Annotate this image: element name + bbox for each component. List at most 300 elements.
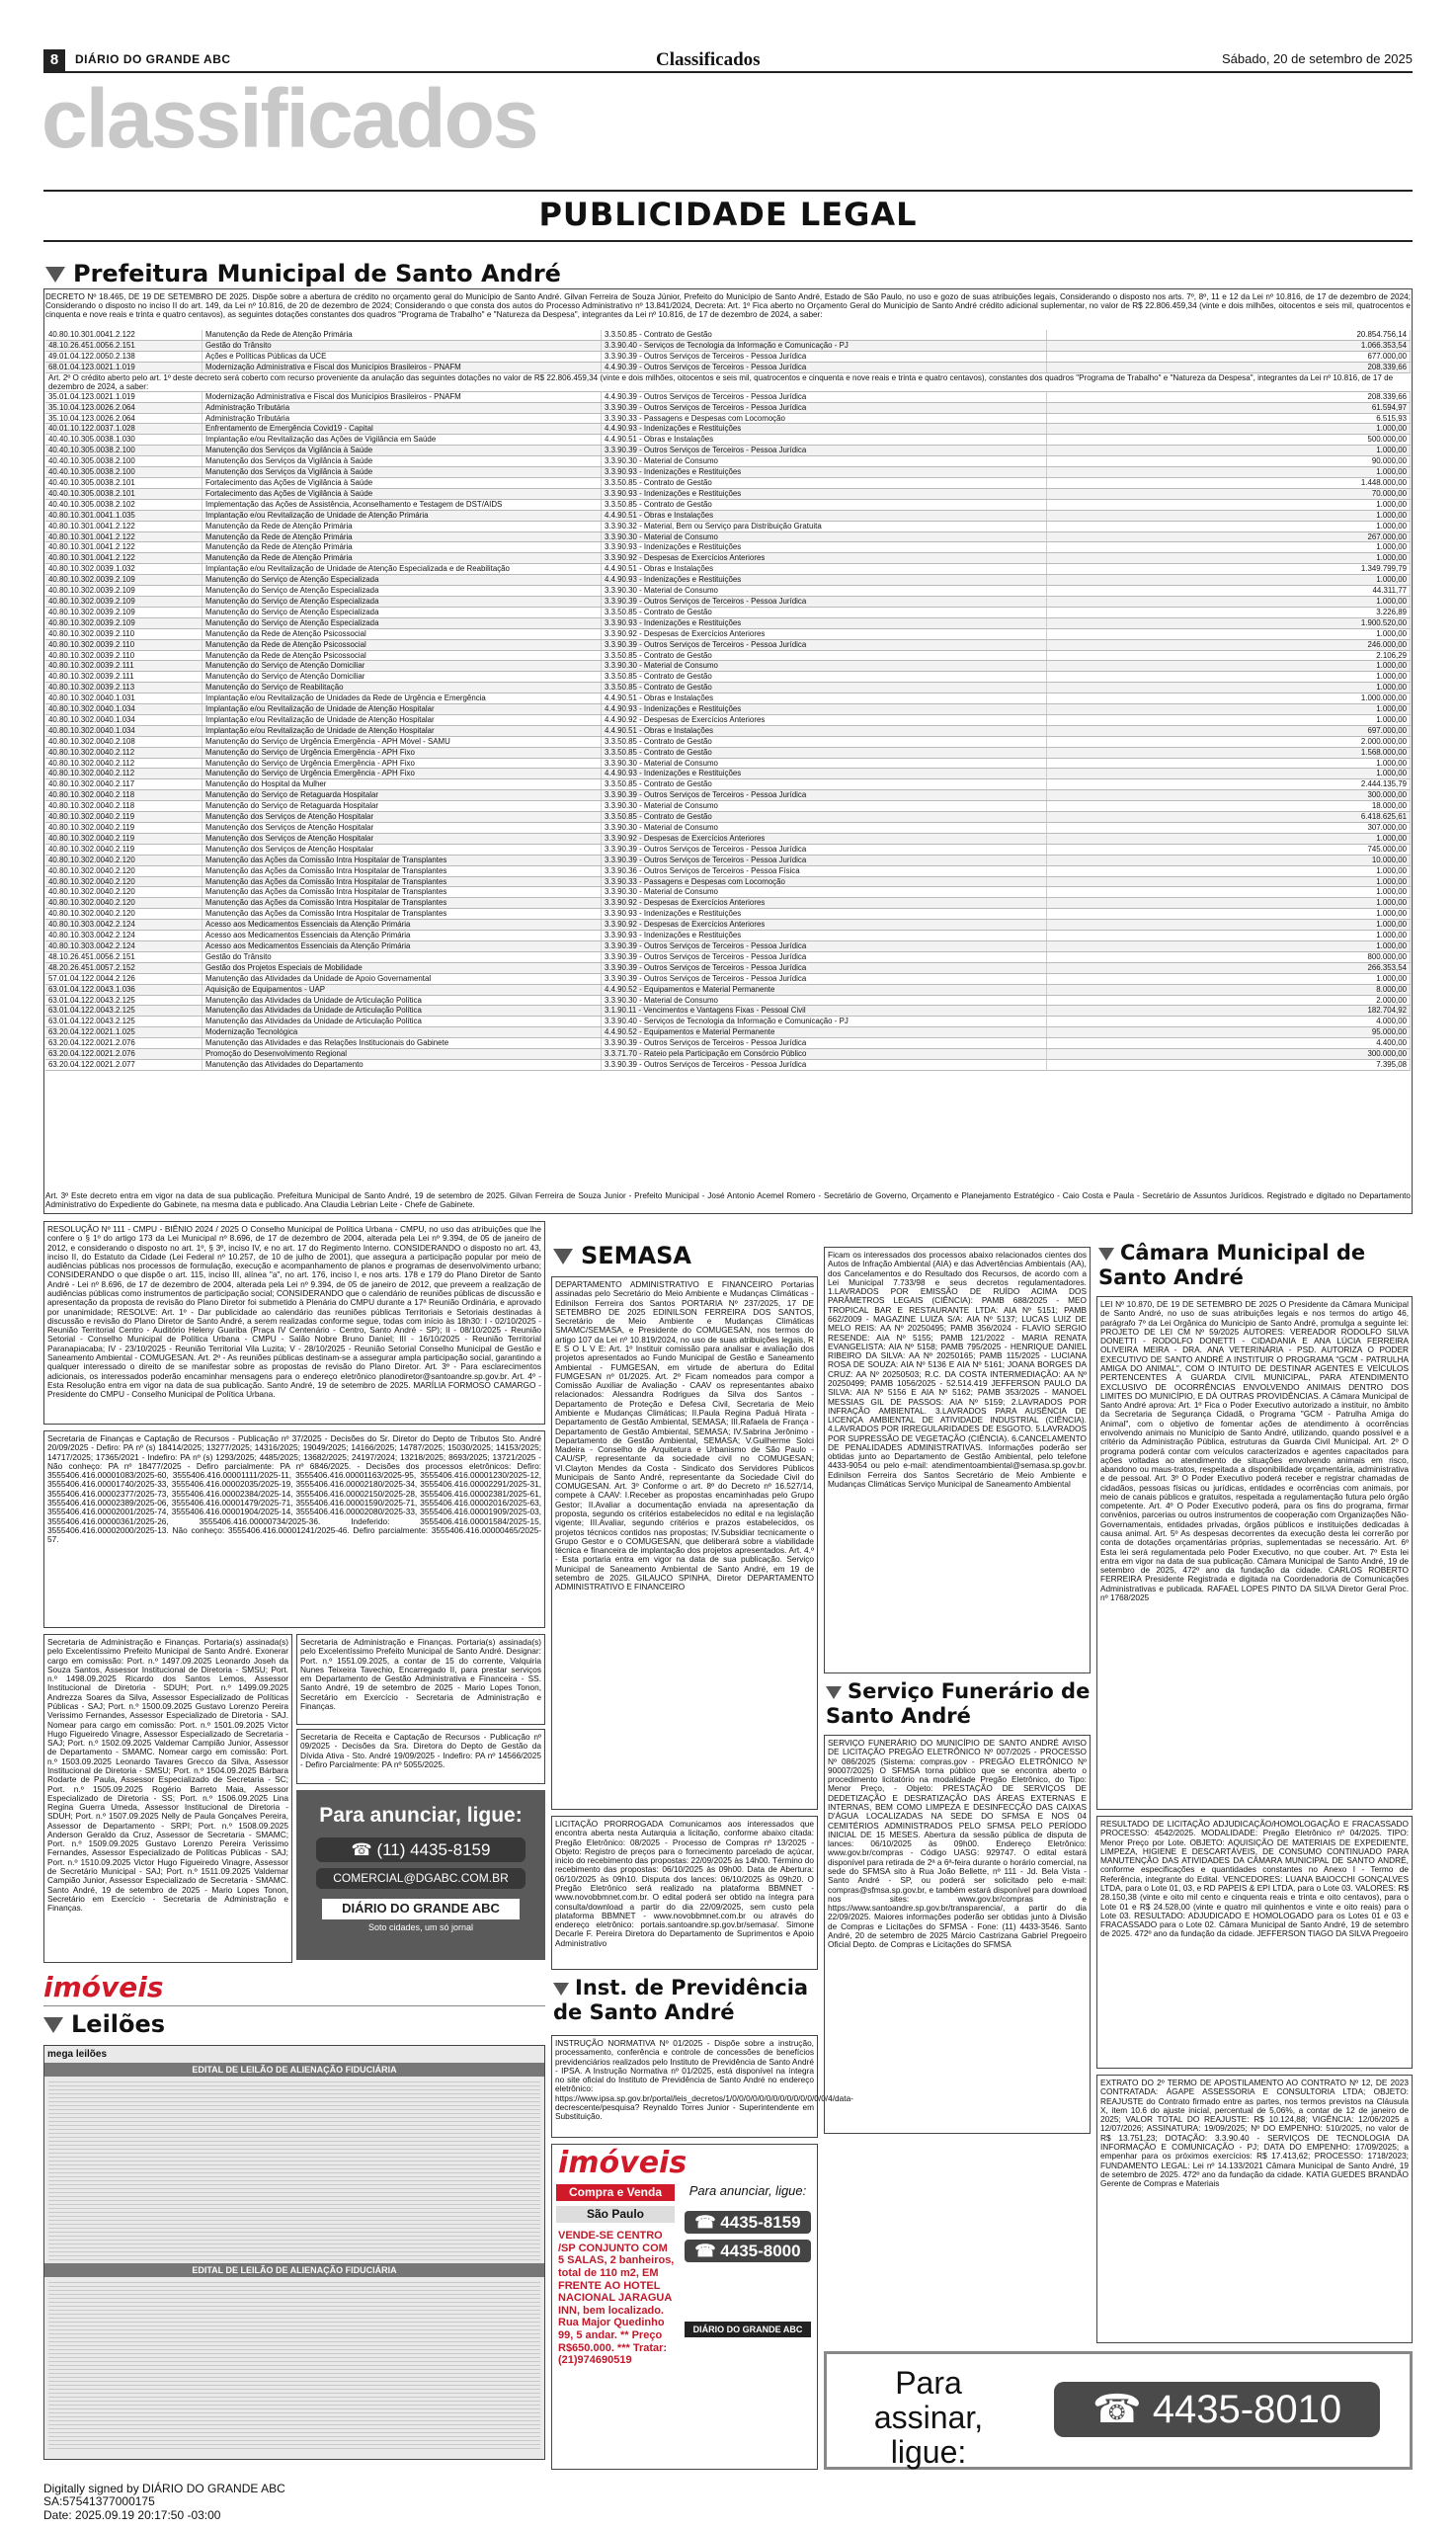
valor: 745.000,00 (1047, 844, 1411, 855)
dotacao-code: 40.80.10.302.0040.2.108 (45, 736, 202, 747)
valor: 1.568.000,00 (1047, 747, 1411, 758)
natureza-despesa: 3.3.90.93 - Indenizações e Restituições (602, 931, 1047, 941)
dotacao-desc: Manutenção da Rede de Atenção Psicossocial (202, 650, 602, 661)
dotacao-code: 40.80.10.302.0040.2.120 (45, 887, 202, 898)
dotacao-code: 40.80.10.302.0039.2.113 (45, 683, 202, 693)
imoveis-ad-brand: DIÁRIO DO GRANDE ABC (685, 2322, 811, 2337)
dotacao-code: 40.80.10.302.0040.2.118 (45, 790, 202, 801)
dotacao-code: 40.80.10.302.0039.2.111 (45, 661, 202, 672)
dotacao-desc: Manutenção dos Serviços de Atenção Hospitalar (202, 833, 602, 844)
semasa-portaria (551, 1276, 818, 1810)
dotacao-code: 40.80.10.302.0039.2.109 (45, 596, 202, 607)
dotacoes-table (45, 330, 1411, 1071)
valor: 1.000,00 (1047, 909, 1411, 920)
dotacao-code: 40.80.10.302.0040.2.117 (45, 779, 202, 790)
dotacao-code: 40.80.10.302.0039.2.110 (45, 628, 202, 639)
dotacao-code: 40.40.10.305.0038.2.100 (45, 456, 202, 467)
dotacao-desc: Manutenção das Atividades do Departamento (202, 1059, 602, 1070)
ipsa-heading-text: Inst. de Previdência de Santo André (553, 1976, 809, 2025)
valor: 677.000,00 (1047, 351, 1411, 362)
table-row (45, 1049, 1411, 1060)
natureza-despesa: 3.3.50.85 - Contrato de Gestão (602, 812, 1047, 823)
dotacao-code: 40.80.10.303.0042.2.124 (45, 931, 202, 941)
dotacao-code: 40.80.10.301.0041.2.122 (45, 531, 202, 542)
valor: 61.594,97 (1047, 402, 1411, 413)
valor: 1.448.000,00 (1047, 478, 1411, 489)
table-row (45, 995, 1411, 1006)
portaria-designar-text: Secretaria de Administração e Finanças. Portaria(s) assinada(s) pelo Excelentíssimo Prefeito Municipal de Santo André. Designar: Port. n.º 1551.09.2025, a contar de 15 do corrente, Valquiria Nunes Teixeira Tavechio, Encarregado II, para prestar serviços em Departamento de Gestão Administrativa e Financeira - SS. Santo André, 19 de setembro de 2025 - Mario Lopes Tonon, Secretário em Exercício - Secretaria de Administração e Finanças. (300, 1637, 541, 1711)
valor: 44.311,77 (1047, 586, 1411, 597)
dotacao-desc: Manutenção das Ações da Comissão Intra Hospitalar de Transplantes (202, 855, 602, 865)
semasa-licitacao-text: LICITAÇÃO PRORROGADA Comunicamos aos interessados que encontra aberta nesta Autarquia a licitação, conforme abaixo citada: Pregão Eletrônico: 08/2025 - Processo de Compras nº 13/2025 - Objeto: Registro de preços para o fornecimento parcelado de açúcar, inicio do recebimento das propostas: 22/09/2025 às 14h00. Término do recebimento das propostas: 06/10/2025 às 09h00. Data de Abertura: 06/10/2025 às 09h10. Disputa dos lances: 06/10/2025 às 09h20. O Pregão Eletrônico será realizado na plataforma BBMNET - www.novobbmnet.com.br. O edital poderá ser obtido na íntegra para consulta/download a partir do dia 22/09/2025, sem custo pela plataforma BBMNET - www.novobbmnet.com.br ou através do endereço eletrônico: portais.santoandre.sp.gov.br/semasa/. Simone Decarle F. Pereira Diretora do Departamento de Suprimentos e Apoio Administrativo (555, 1819, 814, 1948)
dotacao-code: 40.80.10.302.0040.2.112 (45, 758, 202, 769)
table-row (45, 446, 1411, 456)
table-row (45, 1006, 1411, 1017)
dotacao-desc: Aquisição de Equipamentos - UAP (202, 984, 602, 995)
dotacao-desc: Modernização Administrativa e Fiscal dos Municípios Brasileiros - PNAFM (202, 362, 602, 372)
divider (43, 240, 1413, 242)
resolucao-text: RESOLUÇÃO Nº 111 - CMPU - BIÊNIO 2024 / 2025 O Conselho Municipal de Política Urbana - CMPU, no uso das atribuições que lhe confere o § 1º do artigo 173 da Lei Municipal nº 8.696, de 17 de dezembro de 2004, alterada pela Lei nº 9.394, de 05 de janeiro de 2012, e considerando o disposto no art. 1º, § 3º, inciso IV, e no art. 17 do Regimento Interno. CONSIDERANDO o disposto no art. 43, inciso II, do Estatuto da Cidade (Lei Federal nº 10.257, de 10 de julho de 2001), que assegura a participação popular por meio de audiências públicas nos processos de formulação, execução e acompanhamento de planos e programas de desenvolvimento urbano; CONSIDERANDO o que dispõe o art. 115, inciso III, alínea "a", no art. 176, inciso I, e nos arts. 178 e 179 do Plano Diretor de Santo André - Lei nº 8.696, de 17 de dezembro de 2004, alterada pela Lei nº 9.394, de 05 de janeiro de 2012, que preveem a realização de audiências públicas como instrumentos de participação social; CONSIDERANDO que o calendário de reuniões públicas de discussão e apresentação da proposta de revisão do Plano Diretor foi submetido à Plenária do CMPU durante a 17ª Reunião Ordinária, e aprovado por unanimidade; RESOLVE: Art. 1º - Dar publicidade ao calendário das reuniões públicas Territoriais e Setoriais destinadas à discussão e revisão do Plano Diretor de Santo André, a serem realizadas conforme segue, todas com início às 18h30: I - 02/10/2025 - Reunião Territorial Centro - Auditório Heleny Guariba (Praça IV Centenário - Centro, Santo André - SP); II - 08/10/2025 - Reunião Setorial - Conselho Municipal de Política Urbana - CMPU - Salão Nobre Bruno Daniel; III - 16/10/2025 - Reunião Territorial Paranapiacaba; IV - 23/10/2025 - Reunião Territorial Vila Luzita; V - 28/10/2025 - Reunião Setorial Conselho Municipal de Gestão e Saneamento Ambiental - COMUGESAN. Art. 2º - As reuniões públicas destinam-se a assegurar ampla participação social, garantindo a qualquer interessado o direito de se manifestar sobre as propostas de revisão do Plano Diretor. Art. 3º - Para esclarecimentos adicionais, os interessados poderão encaminhar mensagens para o endereço eletrônico planodiretor@santoandre.sp.gov.br. Art. 4º - Esta Resolução entra em vigor na data de sua publicação. Santo André, 19 de setembro de 2025. MARÍLIA FORMOSO CAMARGO - Presidente do CMPU - Conselho Municipal de Política Urbana. (47, 1224, 541, 1400)
triangle-icon (553, 1983, 569, 1996)
valor: 1.000,00 (1047, 628, 1411, 639)
dotacao-desc: Manutenção das Ações da Comissão Intra Hospitalar de Transplantes (202, 887, 602, 898)
natureza-despesa: 3.3.90.32 - Material, Bem ou Serviço para Distribuição Gratuita (602, 521, 1047, 531)
table-row (45, 973, 1411, 984)
dotacao-code: 40.80.10.302.0040.2.120 (45, 876, 202, 887)
valor: 10.000,00 (1047, 855, 1411, 865)
dotacao-desc: Acesso aos Medicamentos Essenciais da Atenção Primária (202, 920, 602, 931)
funerario-heading (826, 1679, 1092, 1729)
table-row (45, 488, 1411, 499)
natureza-despesa: 3.3.90.39 - Outros Serviços de Terceiros - Pessoa Jurídica (602, 855, 1047, 865)
dotacao-desc: Implantação e/ou Revitalização de Unidade de Atenção Hospitalar (202, 725, 602, 736)
valor: 1.000,00 (1047, 758, 1411, 769)
table-row (45, 865, 1411, 876)
dotacao-code: 40.80.10.302.0040.2.112 (45, 747, 202, 758)
valor: 1.000,00 (1047, 672, 1411, 683)
natureza-despesa: 3.3.50.85 - Contrato de Gestão (602, 607, 1047, 617)
natureza-despesa: 3.3.90.30 - Material de Consumo (602, 456, 1047, 467)
imoveis-listing-text: VENDE-SE CENTRO /SP CONJUNTO COM 5 SALAS, 2 banheiros, total de 110 m2, EM FRENTE AO HOTEL NACIONAL JARAGUA INN, bem localizado. Rua Major Quedinho 99, 5 andar. ** Preço R$650.000. *** Tratar: (21)974690519 (558, 2230, 675, 2367)
resolucao-cmpu (43, 1221, 545, 1425)
valor: 1.000,00 (1047, 596, 1411, 607)
dotacao-desc: Manutenção da Rede de Atenção Psicossocial (202, 628, 602, 639)
natureza-despesa: 3.3.90.40 - Serviços de Tecnologia da Informação e Comunicação - PJ (602, 1017, 1047, 1027)
valor: 307.000,00 (1047, 823, 1411, 834)
dotacao-code: 40.80.10.302.0040.2.119 (45, 812, 202, 823)
table-row (45, 844, 1411, 855)
dotacao-desc: Implementação das Ações de Assistência, Aconselhamento e Testagem de DST/AIDS (202, 499, 602, 510)
table-row (45, 1027, 1411, 1038)
dotacao-code: 35.10.04.123.0026.2.064 (45, 413, 202, 424)
table-row (45, 351, 1411, 362)
natureza-despesa: 3.3.90.39 - Outros Serviços de Terceiros - Pessoa Jurídica (602, 446, 1047, 456)
natureza-despesa: 3.3.71.70 - Rateio pela Participação em Consórcio Público (602, 1049, 1047, 1060)
secretaria-financas-text: Secretaria de Finanças e Captação de Recursos - Publicação nº 37/2025 - Decisões do Sr. Diretor do Depto de Tributos Sto. André 20/09/2025 - Defiro: PA nº (s) 18414/2025; 13277/2025; 14316/2025; 19049/2025; 14166/2025; 14787/2025; 15030/2025; 14153/2025; 14717/2025; 17365/2021 - Indefiro: PA nº (s) 1293/2025; 4485/2025; 13682/2025; 24197/2024; 13218/2025; 8693/2025; 13721/2025 - Não conheço: PA nº 18477/2025 - Defiro parcialmente: PA nº 6846/2025. - Decisões dos processos eletrônicos: Defiro: 3555406.416.00001083/2025-60, 3555406.416.00001111/2025-11, 3555406.416.00001163/2025-95, 3555406.416.00001230/2025-12, 3555406.416.00001740/2025-33, 3555406.416.00002035/2025-19, 3555406.416.00002180/2025-34, 3555406.416.00002291/2025-31, 3555406.416.00002377/2025-73, 3555406.416.00002384/2025-14, 3555406.416.00002150/2025-28, 3555406.416.00002381/2025-61, 3555406.416.00002389/2025-06, 3555406.416.00001479/2025-71, 3555406.416.00001590/2025-71, 3555406.416.00002016/2025-63, 3555406.416.00002001/2025-74, 3555406.416.00001904/2025-14, 3555406.416.00002080/2025-33, 3555406.416.00001909/2025-03, 3555406.416.00000361/2025-26, 3555406.416.00000734/2025-36. Indeferido: 3555406.416.00001584/2025-15, 3555406.416.00002000/2025-13. Não conheço: 3555406.416.00001241/2025-46. Defiro parcialmente: 3555406.416.00000465/2025-57. (47, 1433, 541, 1545)
natureza-despesa: 4.4.90.52 - Equipamentos e Material Permanente (602, 984, 1047, 995)
dotacao-code: 63.20.04.122.0021.2.077 (45, 1059, 202, 1070)
dotacao-code: 40.80.10.302.0039.2.110 (45, 639, 202, 650)
imoveis-phone-2-text: 4435-8000 (720, 2241, 801, 2260)
imoveis-phone-2: ☎ 4435-8000 (685, 2240, 811, 2262)
dotacao-code: 49.01.04.122.0050.2.138 (45, 351, 202, 362)
table-row (45, 714, 1411, 725)
dotacao-desc: Manutenção das Ações da Comissão Intra Hospitalar de Transplantes (202, 865, 602, 876)
dotacao-desc: Manutenção do Serviço de Atenção Especializada (202, 596, 602, 607)
table-row (45, 628, 1411, 639)
table-row (45, 1038, 1411, 1049)
natureza-despesa: 3.1.90.11 - Vencimentos e Vantagens Fixas - Pessoal Civil (602, 1006, 1047, 1017)
dotacao-code: 48.10.26.451.0056.2.151 (45, 951, 202, 962)
assinar-phone-text: 4435-8010 (1152, 2388, 1342, 2431)
natureza-despesa: 3.3.90.30 - Material de Consumo (602, 823, 1047, 834)
natureza-despesa: 3.3.50.85 - Contrato de Gestão (602, 650, 1047, 661)
table-row (45, 330, 1411, 340)
natureza-despesa: 3.3.90.36 - Outros Serviços de Terceiros - Pessoa Física (602, 865, 1047, 876)
camara-heading-text: Câmara Municipal de Santo André (1098, 1241, 1366, 1290)
imoveis-ad-sub: Compra e Venda (556, 2184, 675, 2201)
valor: 8.000,00 (1047, 984, 1411, 995)
dotacao-desc: Manutenção dos Serviços da Vigilância à Saúde (202, 456, 602, 467)
dotacao-code: 40.80.10.302.0040.1.034 (45, 725, 202, 736)
valor: 7.395,08 (1047, 1059, 1411, 1070)
dotacao-desc: Manutenção dos Serviços da Vigilância à Saúde (202, 467, 602, 478)
dotacao-code: 40.80.10.301.0041.2.122 (45, 330, 202, 340)
dotacao-code: 40.80.10.302.0040.2.112 (45, 769, 202, 779)
table-row (45, 769, 1411, 779)
dotacao-desc: Manutenção do Serviço de Atenção Domiciliar (202, 661, 602, 672)
ipsa-heading (553, 1976, 820, 2025)
valor: 1.000,00 (1047, 521, 1411, 531)
digital-signature (43, 2483, 285, 2523)
funerario-aviso (824, 1735, 1091, 2134)
natureza-despesa: 3.3.90.39 - Outros Serviços de Terceiros - Pessoa Jurídica (602, 402, 1047, 413)
natureza-despesa: 3.3.90.39 - Outros Serviços de Terceiros - Pessoa Jurídica (602, 951, 1047, 962)
valor: 3.226,89 (1047, 607, 1411, 617)
natureza-despesa: 3.3.90.39 - Outros Serviços de Terceiros - Pessoa Jurídica (602, 844, 1047, 855)
natureza-despesa: 3.3.50.85 - Contrato de Gestão (602, 499, 1047, 510)
natureza-despesa: 4.4.90.92 - Despesas de Exercícios Anteriores (602, 714, 1047, 725)
brand-logo: DIÁRIO DO GRANDE ABC (322, 1899, 520, 1919)
imoveis-label: imóveis (43, 1971, 164, 2003)
valor: 90.000,00 (1047, 456, 1411, 467)
dotacao-desc: Modernização Tecnológica (202, 1027, 602, 1038)
secretaria-financas-box (43, 1430, 545, 1628)
valor: 1.000,00 (1047, 931, 1411, 941)
dotacao-code: 40.80.10.303.0042.2.124 (45, 940, 202, 951)
dotacao-code: 40.40.10.305.0038.2.101 (45, 478, 202, 489)
semasa-infracoes (824, 1247, 1091, 1673)
semasa-heading-text: SEMASA (581, 1242, 691, 1269)
natureza-despesa: 3.3.90.39 - Outros Serviços de Terceiros - Pessoa Jurídica (602, 351, 1047, 362)
dotacao-code: 63.20.04.122.0021.2.076 (45, 1038, 202, 1049)
page-number: 8 (43, 49, 65, 71)
natureza-despesa: 3.3.90.39 - Outros Serviços de Terceiros - Pessoa Jurídica (602, 790, 1047, 801)
valor: 300.000,00 (1047, 1049, 1411, 1060)
dotacao-desc: Gestão do Trânsito (202, 340, 602, 351)
dotacao-code: 40.80.10.302.0039.2.109 (45, 575, 202, 586)
table-row (45, 661, 1411, 672)
dotacao-desc: Gestão dos Projetos Especiais de Mobilidade (202, 962, 602, 973)
table-row (45, 575, 1411, 586)
natureza-despesa: 3.3.90.39 - Outros Serviços de Terceiros - Pessoa Jurídica (602, 1038, 1047, 1049)
table-row (45, 758, 1411, 769)
assinar-ad (824, 2351, 1413, 2470)
table-row (45, 725, 1411, 736)
table-row (45, 510, 1411, 521)
dotacao-code: 63.20.04.122.0021.2.076 (45, 1049, 202, 1060)
valor: 1.000,00 (1047, 973, 1411, 984)
table-row (45, 521, 1411, 531)
table-row (45, 596, 1411, 607)
table-row (45, 362, 1411, 372)
dotacao-code: 35.10.04.123.0026.2.064 (45, 402, 202, 413)
dotacao-code: 48.20.26.451.0057.2.152 (45, 962, 202, 973)
dotacao-code: 68.01.04.123.0021.1.019 (45, 362, 202, 372)
ipsa-instrucao (551, 2035, 853, 2138)
dotacao-code: 40.40.10.305.0038.2.100 (45, 467, 202, 478)
table-row (45, 693, 1411, 704)
table-row (45, 984, 1411, 995)
valor: 246.000,00 (1047, 639, 1411, 650)
dotacao-code: 40.80.10.301.0041.2.122 (45, 521, 202, 531)
dotacao-desc: Implantação e/ou Revitalização de Unidade de Atenção Hospitalar (202, 714, 602, 725)
valor: 1.000,00 (1047, 876, 1411, 887)
natureza-despesa: 3.3.90.92 - Despesas de Exercícios Anteriores (602, 833, 1047, 844)
portarias-text: Secretaria de Administração e Finanças. Portaria(s) assinada(s) pelo Excelentíssimo Prefeito Municipal de Santo André. Exonerar cargo em comissão: Port. n.º 1497.09.2025 Leonardo Joseh da Souza Santos, Assessor Institucional de Diretoria - SMSU; Port. n.º 1498.09.2025 Ricardo dos Santos Lemos, Assessor Institucional de Diretoria - SDUH; Port. n.º 1499.09.2025 Andrezza Soares da Silva, Assessor Especializado de Políticas Públicas - SAJ; Port. n.º 1500.09.2025 Gustavo Lorenzo Pereira Verissimo Fernandes, Assessor Especializado de Diretoria - SAJ. Nomear para cargo em comissão: Port. n.º 1501.09.2025 Victor Hugo Figueiredo Vinagre, Assessor Especializado de Secretaria - SAJ; Port. n.º 1502.09.2025 Valdemar Campião Junior, Assessor de Departamento - SMAMC. Nomear cargo em comissão: Port. n.º 1503.09.2025 Leonardo Tavares Grecco da Silva, Assessor Institucional de Diretoria - SMSU; Port. n.º 1504.09.2025 Bárbara Rodarte de Paula, Assessor Especializado de Secretaria - SC; Port. n.º 1505.09.2025 Rogério Barreto Maia, Assessor Especializado de Diretoria - SS; Port. n.º 1506.09.2025 Lina Regina Guerra Umeda, Assessor Institucional de Diretoria - SDUH; Port. n.º 1507.09.2025 Nelly de Paula Gonçalves Pereira, Assessor de Departamento - SRPI; Port. n.º 1508.09.2025 Anderson Geraldo da Cruz, Assessor de Secretaria - SMAMC; Port. n.º 1509.09.2025 Gustavo Lorenzo Pereira Verissimo Fernandes, Assessor Especializado de Políticas Públicas - SAJ; Port. n.º 1510.09.2025 Victor Hugo Figueiredo Vinagre, Assessor de Secretário Municipal - SAJ; Port. n.º 1511.09.2025 Valdemar Campião Junior, Assessor Especializado de Secretaria - SMAMC. Santo André, 19 de setembro de 2025 - Mario Lopes Tonon, Secretário em Exercício - Secretaria de Administração e Finanças. (47, 1637, 288, 1914)
assinar-phone: ☎ 4435-8010 (1054, 2382, 1380, 2437)
valor: 1.000,00 (1047, 769, 1411, 779)
natureza-despesa: 3.3.90.30 - Material de Consumo (602, 887, 1047, 898)
dotacao-desc: Manutenção dos Serviços de Atenção Hospitalar (202, 844, 602, 855)
valor: 266.353,54 (1047, 962, 1411, 973)
imoveis-ad-ligue: Para anunciar, ligue: (688, 2183, 807, 2198)
dotacao-code: 48.10.26.451.0056.2.151 (45, 340, 202, 351)
leilao-edital (43, 2045, 545, 2460)
natureza-despesa: 3.3.90.30 - Material de Consumo (602, 758, 1047, 769)
dotacao-desc: Manutenção das Ações da Comissão Intra Hospitalar de Transplantes (202, 898, 602, 909)
table-row (45, 898, 1411, 909)
issue-date: Sábado, 20 de setembro de 2025 (1222, 51, 1413, 66)
dotacao-desc: Promoção do Desenvolvimento Regional (202, 1049, 602, 1060)
valor: 1.000.000,00 (1047, 693, 1411, 704)
dotacao-code: 40.80.10.302.0040.2.120 (45, 865, 202, 876)
natureza-despesa: 3.3.90.30 - Material de Consumo (602, 801, 1047, 812)
table-row (45, 747, 1411, 758)
dotacao-desc: Manutenção dos Serviços de Atenção Hospitalar (202, 812, 602, 823)
valor: 20.854.756,14 (1047, 330, 1411, 340)
pub-title: PUBLICIDADE LEGAL (538, 196, 918, 233)
natureza-despesa: 4.4.90.51 - Obras e Instalações (602, 725, 1047, 736)
section-name: Classificados (656, 49, 761, 70)
valor: 95.000,00 (1047, 1027, 1411, 1038)
natureza-despesa: 4.4.90.52 - Equipamentos e Material Permanente (602, 1027, 1047, 1038)
dotacao-desc: Manutenção dos Serviços de Atenção Hospitalar (202, 823, 602, 834)
table-row (45, 467, 1411, 478)
natureza-despesa: 4.4.90.39 - Outros Serviços de Terceiros - Pessoa Jurídica (602, 391, 1047, 402)
dotacao-desc: Manutenção das Ações da Comissão Intra Hospitalar de Transplantes (202, 876, 602, 887)
divider (43, 190, 1413, 192)
valor: 500.000,00 (1047, 435, 1411, 446)
page-header (43, 49, 1413, 73)
triangle-icon (45, 267, 65, 283)
table-row (45, 704, 1411, 715)
valor: 1.000,00 (1047, 683, 1411, 693)
natureza-despesa: 3.3.90.39 - Outros Serviços de Terceiros - Pessoa Jurídica (602, 940, 1047, 951)
dotacao-desc: Manutenção do Serviço de Atenção Especializada (202, 607, 602, 617)
leilao-fine-print (48, 2079, 540, 2261)
natureza-despesa: 3.3.90.39 - Outros Serviços de Terceiros - Pessoa Jurídica (602, 1059, 1047, 1070)
table-row (45, 672, 1411, 683)
valor: 697.000,00 (1047, 725, 1411, 736)
funerario-aviso-text: SERVIÇO FUNERÁRIO DO MUNICÍPIO DE SANTO ANDRÉ AVISO DE LICITAÇÃO PREGÃO ELETRÔNICO Nº 007/2025 - PROCESSO Nº 086/2025 (Sistema: compras.gov - PREGÃO ELETRÔNICO Nº 90007/2025) O SFMSA torna público que se encontra aberto o procedimento licitatório na modalidade Pregão Eletrônico, do Tipo: Menor Preço, - Objeto: PRESTAÇÃO DE SERVIÇOS DE DEDETIZAÇÃO E DESRATIZAÇÃO DAS ÁREAS EXTERNAS E INTERNAS, BEM COMO LIMPEZA E DESINFECÇÃO DAS CAIXAS D'ÁGUA LOCALIZADAS NA SEDE DO SFMSA E NOS 04 CEMITÉRIOS ADMINISTRADOS PELO SFMSA PELO PERÍODO INICIAL DE 15 MESES. Abertura da sessão pública de disputa de lances: 06/10/2025 às 09h00. Endereço Eletrônico: www.gov.br/compras - Código UASG: 929747. O edital estará disponível para retirada de 2ª a 6ª-feira durante o horário comercial, na sede do SFMSA sito à Rua João Bellette, nº 111 - Jd. Bela Vista - Santo André - SP, ou poderá ser solicitado pelo e-mail: compras@sfmsa.sp.gov.br, e também estará disponível para download nos sites: www.gov.br/compras e https://www.santoandre.sp.gov.br/transparencia/, a partir do dia 22/09/2025. Maiores informações poderão ser obtidas junto à Divisão de Compras e Licitações do SFMSA - Fone: (11) 4433-3546. Santo André, 20 de setembro de 2025 Márcio Castrizana Gabriel Pregoeiro Oficial Depto. de Compras e Licitações do SFMSA (828, 1738, 1087, 1950)
table-row (45, 1059, 1411, 1070)
dotacao-desc: Manutenção do Serviço de Urgência Emergência - APH Fixo (202, 747, 602, 758)
portarias-box (43, 1634, 292, 1963)
table-row (45, 833, 1411, 844)
dotacao-desc: Ações e Políticas Públicas da UCE (202, 351, 602, 362)
table-row (45, 456, 1411, 467)
valor: 18.000,00 (1047, 801, 1411, 812)
dotacao-code: 40.80.10.301.0041.2.122 (45, 542, 202, 553)
valor: 1.000,00 (1047, 920, 1411, 931)
leilao-banner: EDITAL DE LEILÃO DE ALIENAÇÃO FIDUCIÁRIA (44, 2063, 544, 2077)
dotacao-desc: Acesso aos Medicamentos Essenciais da Atenção Primária (202, 931, 602, 941)
natureza-despesa: 3.3.50.85 - Contrato de Gestão (602, 330, 1047, 340)
valor: 1.000,00 (1047, 865, 1411, 876)
assinar-title: Para assinar, ligue: (873, 2365, 984, 2471)
dotacao-desc: Manutenção do Serviço de Urgência Emergência - APH Fixo (202, 769, 602, 779)
anuncie-phone-text: (11) 4435-8159 (376, 1839, 491, 1859)
camara-heading (1098, 1241, 1411, 1290)
dotacao-code: 40.40.10.305.0038.1.030 (45, 435, 202, 446)
natureza-despesa: 3.3.90.30 - Material de Consumo (602, 531, 1047, 542)
dotacao-code: 40.80.10.302.0040.1.031 (45, 693, 202, 704)
imoveis-listing (558, 2230, 675, 2367)
triangle-icon (1098, 1248, 1114, 1261)
anuncie-title: Para anunciar, ligue: (319, 1804, 523, 1827)
dotacao-code: 40.80.10.302.0040.2.119 (45, 823, 202, 834)
camara-licitacao-text: RESULTADO DE LICITAÇÃO ADJUDICAÇÃO/HOMOLOGAÇÃO E FRACASSADO PROCESSO: 4542/2025. MODALIDADE: Pregão Eletrônico nº 04/2025. TIPO: Menor Preço por Lote. OBJETO: AQUISIÇÃO DE MATERIAIS DE EXPEDIENTE, LIMPEZA, HIGIENE E DESCARTÁVEIS, DE CONSUMO CONTINUADO PARA MANUTENÇÃO DAS ATIVIDADES DA CÂMARA MUNICIPAL DE SANTO ANDRÉ, conforme especificações e quantidades constantes no Anexo I - Termo de Referência, integrante do Edital. VENCEDORES: LUANA BAIOCCHI GONÇALVES LTDA, para o Lote 01, 03, e RD PAPEIS & EPI LTDA, para o Lote 03. VALORES: R$ 28.150,38 (vinte e oito mil cento e cinquenta reais e trinta e oito centavos), para o Lote 01 e R$ 24.528,00 (vinte e quatro mil quinhentos e vinte e oito reais) para o Lote 03. RESULTADO: ADJUDICADO E HOMOLOGADO para os Lotes 01 e 03 e FRACASSADO para o Lote 02. Câmara Municipal de Santo André, 19 de setembro de 2025. 472º ano da fundação da cidade. JEFFERSON TIAGO DA SILVA Pregoeiro (1100, 1819, 1409, 1939)
imoveis-ad-phones (685, 2184, 811, 2337)
natureza-despesa: 3.3.50.85 - Contrato de Gestão (602, 683, 1047, 693)
valor: 1.000,00 (1047, 424, 1411, 435)
natureza-despesa: 3.3.90.39 - Outros Serviços de Terceiros - Pessoa Jurídica (602, 962, 1047, 973)
dotacao-desc: Manutenção das Ações da Comissão Intra Hospitalar de Transplantes (202, 909, 602, 920)
table-row (45, 790, 1411, 801)
valor: 1.000,00 (1047, 833, 1411, 844)
natureza-despesa: 3.3.90.30 - Material de Consumo (602, 661, 1047, 672)
dotacao-desc: Manutenção das Atividades e das Relações Institucionais do Gabinete (202, 1038, 602, 1049)
dotacao-code: 40.80.10.301.0041.2.122 (45, 553, 202, 564)
table-row (45, 617, 1411, 628)
table-row (45, 639, 1411, 650)
table-row (45, 940, 1411, 951)
dotacao-desc: Administração Tributária (202, 413, 602, 424)
valor: 4.000,00 (1047, 1017, 1411, 1027)
natureza-despesa: 4.4.90.39 - Outros Serviços de Terceiros - Pessoa Jurídica (602, 362, 1047, 372)
valor: 1.000,00 (1047, 714, 1411, 725)
dotacao-desc: Manutenção da Rede de Atenção Primária (202, 330, 602, 340)
valor: 1.000,00 (1047, 704, 1411, 715)
valor: 1.000,00 (1047, 661, 1411, 672)
dotacao-code: 40.80.10.302.0040.2.119 (45, 833, 202, 844)
dotacao-code: 63.01.04.122.0043.2.125 (45, 1006, 202, 1017)
valor: 1.000,00 (1047, 898, 1411, 909)
dotacao-desc: Gestão do Trânsito (202, 951, 602, 962)
leiloes-heading (43, 2011, 165, 2038)
imoveis-phone-1: ☎ 4435-8159 (685, 2211, 811, 2234)
dotacao-code: 40.80.10.302.0039.2.110 (45, 650, 202, 661)
camara-lei-text: LEI Nº 10.870, DE 19 DE SETEMBRO DE 2025 O Presidente da Câmara Municipal de Santo André, no uso de suas atribuições legais e nos termos do artigo 46, parágrafo 7º da Lei Orgânica do Município de Santo André, promulga a seguinte lei: PROJETO DE LEI CM Nº 59/2025 AUTORES: VEREADOR RODOLFO SILVA DONETTI - RODOLFO DONETTI - CIDADANIA E ANA LÚCIA FERREIRA OLIVEIRA MEIRA - DRA. ANA VETERINÁRIA - PSD. AUTORIZA O PODER EXECUTIVO DE SANTO ANDRÉ A INSTITUIR O PROGRAMA "GCM - PATRULHA AMIGA DO ANIMAL", COM O INTUITO DE DESTINAR AGENTES E VEÍCULOS PERTENCENTES À GUARDA CIVIL MUNICIPAL, PARA ATENDIMENTO EXCLUSIVO DE OCORRÊNCIAS ENVOLVENDO ANIMAIS DENTRO DOS LIMITES DO MUNICÍPIO, E DÁ OUTRAS PROVIDÊNCIAS. A Câmara Municipal de Santo André aprova: Art. 1º Fica o Poder Executivo autorizado a instituir, no âmbito da Secretaria de Segurança Cidadã, o Programa "GCM - Patrulha Amiga do Animal", com o objetivo de fomentar ações de atendimento à ocorrências envolvendo animais no Município de Santo André, utilizando, quando possível e a critério da Administração Pública, estruturas da Guarda Civil Municipal. Art. 2º O programa poderá contar com veículos caracterizados e agentes capacitados para ações voltadas ao atendimento de situações envolvendo animais em risco, abandono ou maus-tratos, respeitada a disponibilidade orçamentária, administrativa e de pessoal. Art. 3º O Poder Executivo poderá receber e registrar chamadas de cidadãos, pessoas físicas ou jurídicas, entidades e ocorrências com animais, por meio de canais públicos e gratuitos, respeitada a regulamentação futura pelo órgão competente. Art. 4º O Poder Executivo poderá, para os fins do programa, firmar convênios, parcerias ou outros instrumentos de cooperação com Organizações Não-Governamentais, entidades privadas, órgãos públicos e instituições dedicadas à causa animal. Art. 5º As despesas decorrentes da execução desta lei correrão por conta de dotações orçamentárias próprias, suplementadas se necessário. Art. 6º Esta lei será regulamentada pelo Poder Executivo, no que couber. Art. 7º Esta lei entra em vigor na data de sua publicação. Câmara Municipal de Santo André, 19 de setembro de 2025, 472º ano da fundação da cidade. CARLOS ROBERTO FERREIRA Presidente Registrada e digitada na Coordenadoria de Comunicações Administrativas e publicada. RAFAEL LOPES PINTO DA SILVA Diretor Geral Proc. nº 1768/2025 (1100, 1299, 1409, 1602)
natureza-despesa: 3.3.90.39 - Outros Serviços de Terceiros - Pessoa Jurídica (602, 596, 1047, 607)
dotacao-code: 40.80.10.301.0041.1.035 (45, 510, 202, 521)
table-row (45, 736, 1411, 747)
anuncie-email: COMERCIAL@DGABC.COM.BR (316, 1868, 526, 1889)
dotacao-desc: Manutenção das Atividades da Unidade de Articulação Política (202, 1017, 602, 1027)
table-row (45, 779, 1411, 790)
table-row (45, 931, 1411, 941)
dotacao-code: 40.40.10.305.0038.2.102 (45, 499, 202, 510)
dotacao-desc: Manutenção do Serviço de Urgência Emergência - APH Móvel - SAMU (202, 736, 602, 747)
table-row (45, 650, 1411, 661)
natureza-despesa: 3.3.90.39 - Outros Serviços de Terceiros - Pessoa Jurídica (602, 639, 1047, 650)
natureza-despesa: 3.3.90.39 - Outros Serviços de Terceiros - Pessoa Jurídica (602, 973, 1047, 984)
valor: 300.000,00 (1047, 790, 1411, 801)
camara-lei (1096, 1296, 1413, 1810)
imoveis-ad (551, 2144, 818, 2470)
natureza-despesa: 3.3.90.40 - Serviços de Tecnologia da Informação e Comunicação - PJ (602, 340, 1047, 351)
dotacao-desc: Modernização Administrativa e Fiscal dos Municípios Brasileiros - PNAFM (202, 391, 602, 402)
dotacao-desc: Manutenção do Serviço de Retaguarda Hospitalar (202, 801, 602, 812)
dotacao-desc: Manutenção da Rede de Atenção Primária (202, 521, 602, 531)
natureza-despesa: 3.3.90.30 - Material de Consumo (602, 586, 1047, 597)
table-row (45, 962, 1411, 973)
natureza-despesa: 4.4.90.51 - Obras e Instalações (602, 693, 1047, 704)
dotacao-code: 40.01.10.122.0037.1.028 (45, 424, 202, 435)
natureza-despesa: 3.3.90.93 - Indenizações e Restituições (602, 467, 1047, 478)
table-row (45, 823, 1411, 834)
dotacao-code: 40.80.10.302.0040.1.034 (45, 704, 202, 715)
natureza-despesa: 3.3.90.33 - Passagens e Despesas com Locomoção (602, 413, 1047, 424)
table-row (45, 499, 1411, 510)
natureza-despesa: 4.4.90.93 - Indenizações e Restituições (602, 424, 1047, 435)
table-row (45, 683, 1411, 693)
table-row (45, 542, 1411, 553)
portaria-designar-box (296, 1634, 545, 1725)
natureza-despesa: 3.3.90.33 - Passagens e Despesas com Locomoção (602, 876, 1047, 887)
dotacao-desc: Manutenção do Serviço de Retaguarda Hospitalar (202, 790, 602, 801)
natureza-despesa: 4.4.90.93 - Indenizações e Restituições (602, 575, 1047, 586)
art3-text: Art. 3º Este decreto entra em vigor na data de sua publicação. Prefeitura Municipal de Santo André, 19 de setembro de 2025. Gilvan Ferreira de Souza Junior - Prefeito Municipal - José Antonio Acemel Romero - Secretário de Governo, Orçamento e Planejamento Estratégico - Caio Costa e Paula - Secretário de Assuntos Jurídicos. Registrado e digitado no Departamento Administrativo do Expediente do Gabinete, na mesma data e publicado. Ana Claudia Lebrian Leite - Chefe de Gabinete. (45, 1191, 1411, 1210)
anuncie-phone: ☎ (11) 4435-8159 (316, 1837, 526, 1862)
table-row (45, 909, 1411, 920)
semasa-heading (553, 1243, 691, 1269)
dotacao-code: 40.40.10.305.0038.2.101 (45, 488, 202, 499)
dotacao-desc: Implantação e/ou Revitalização de Unidade de Atenção Primária (202, 510, 602, 521)
dotacao-code: 63.01.04.122.0043.1.036 (45, 984, 202, 995)
signature-line-1: Digitally signed by DIÁRIO DO GRANDE ABC (43, 2481, 285, 2495)
dotacao-code: 40.80.10.302.0040.1.034 (45, 714, 202, 725)
receita-box (296, 1729, 545, 1784)
dotacao-code: 40.80.10.302.0040.2.120 (45, 909, 202, 920)
dotacao-desc: Manutenção da Rede de Atenção Psicossocial (202, 639, 602, 650)
valor: 1.000,00 (1047, 467, 1411, 478)
prefeitura-heading (45, 261, 561, 287)
natureza-despesa: 4.4.90.51 - Obras e Instalações (602, 510, 1047, 521)
dotacao-desc: Administração Tributária (202, 402, 602, 413)
dotacao-desc: Implantação e/ou Revitalização de Unidade de Atenção Especializada e de Reabilitação (202, 564, 602, 575)
